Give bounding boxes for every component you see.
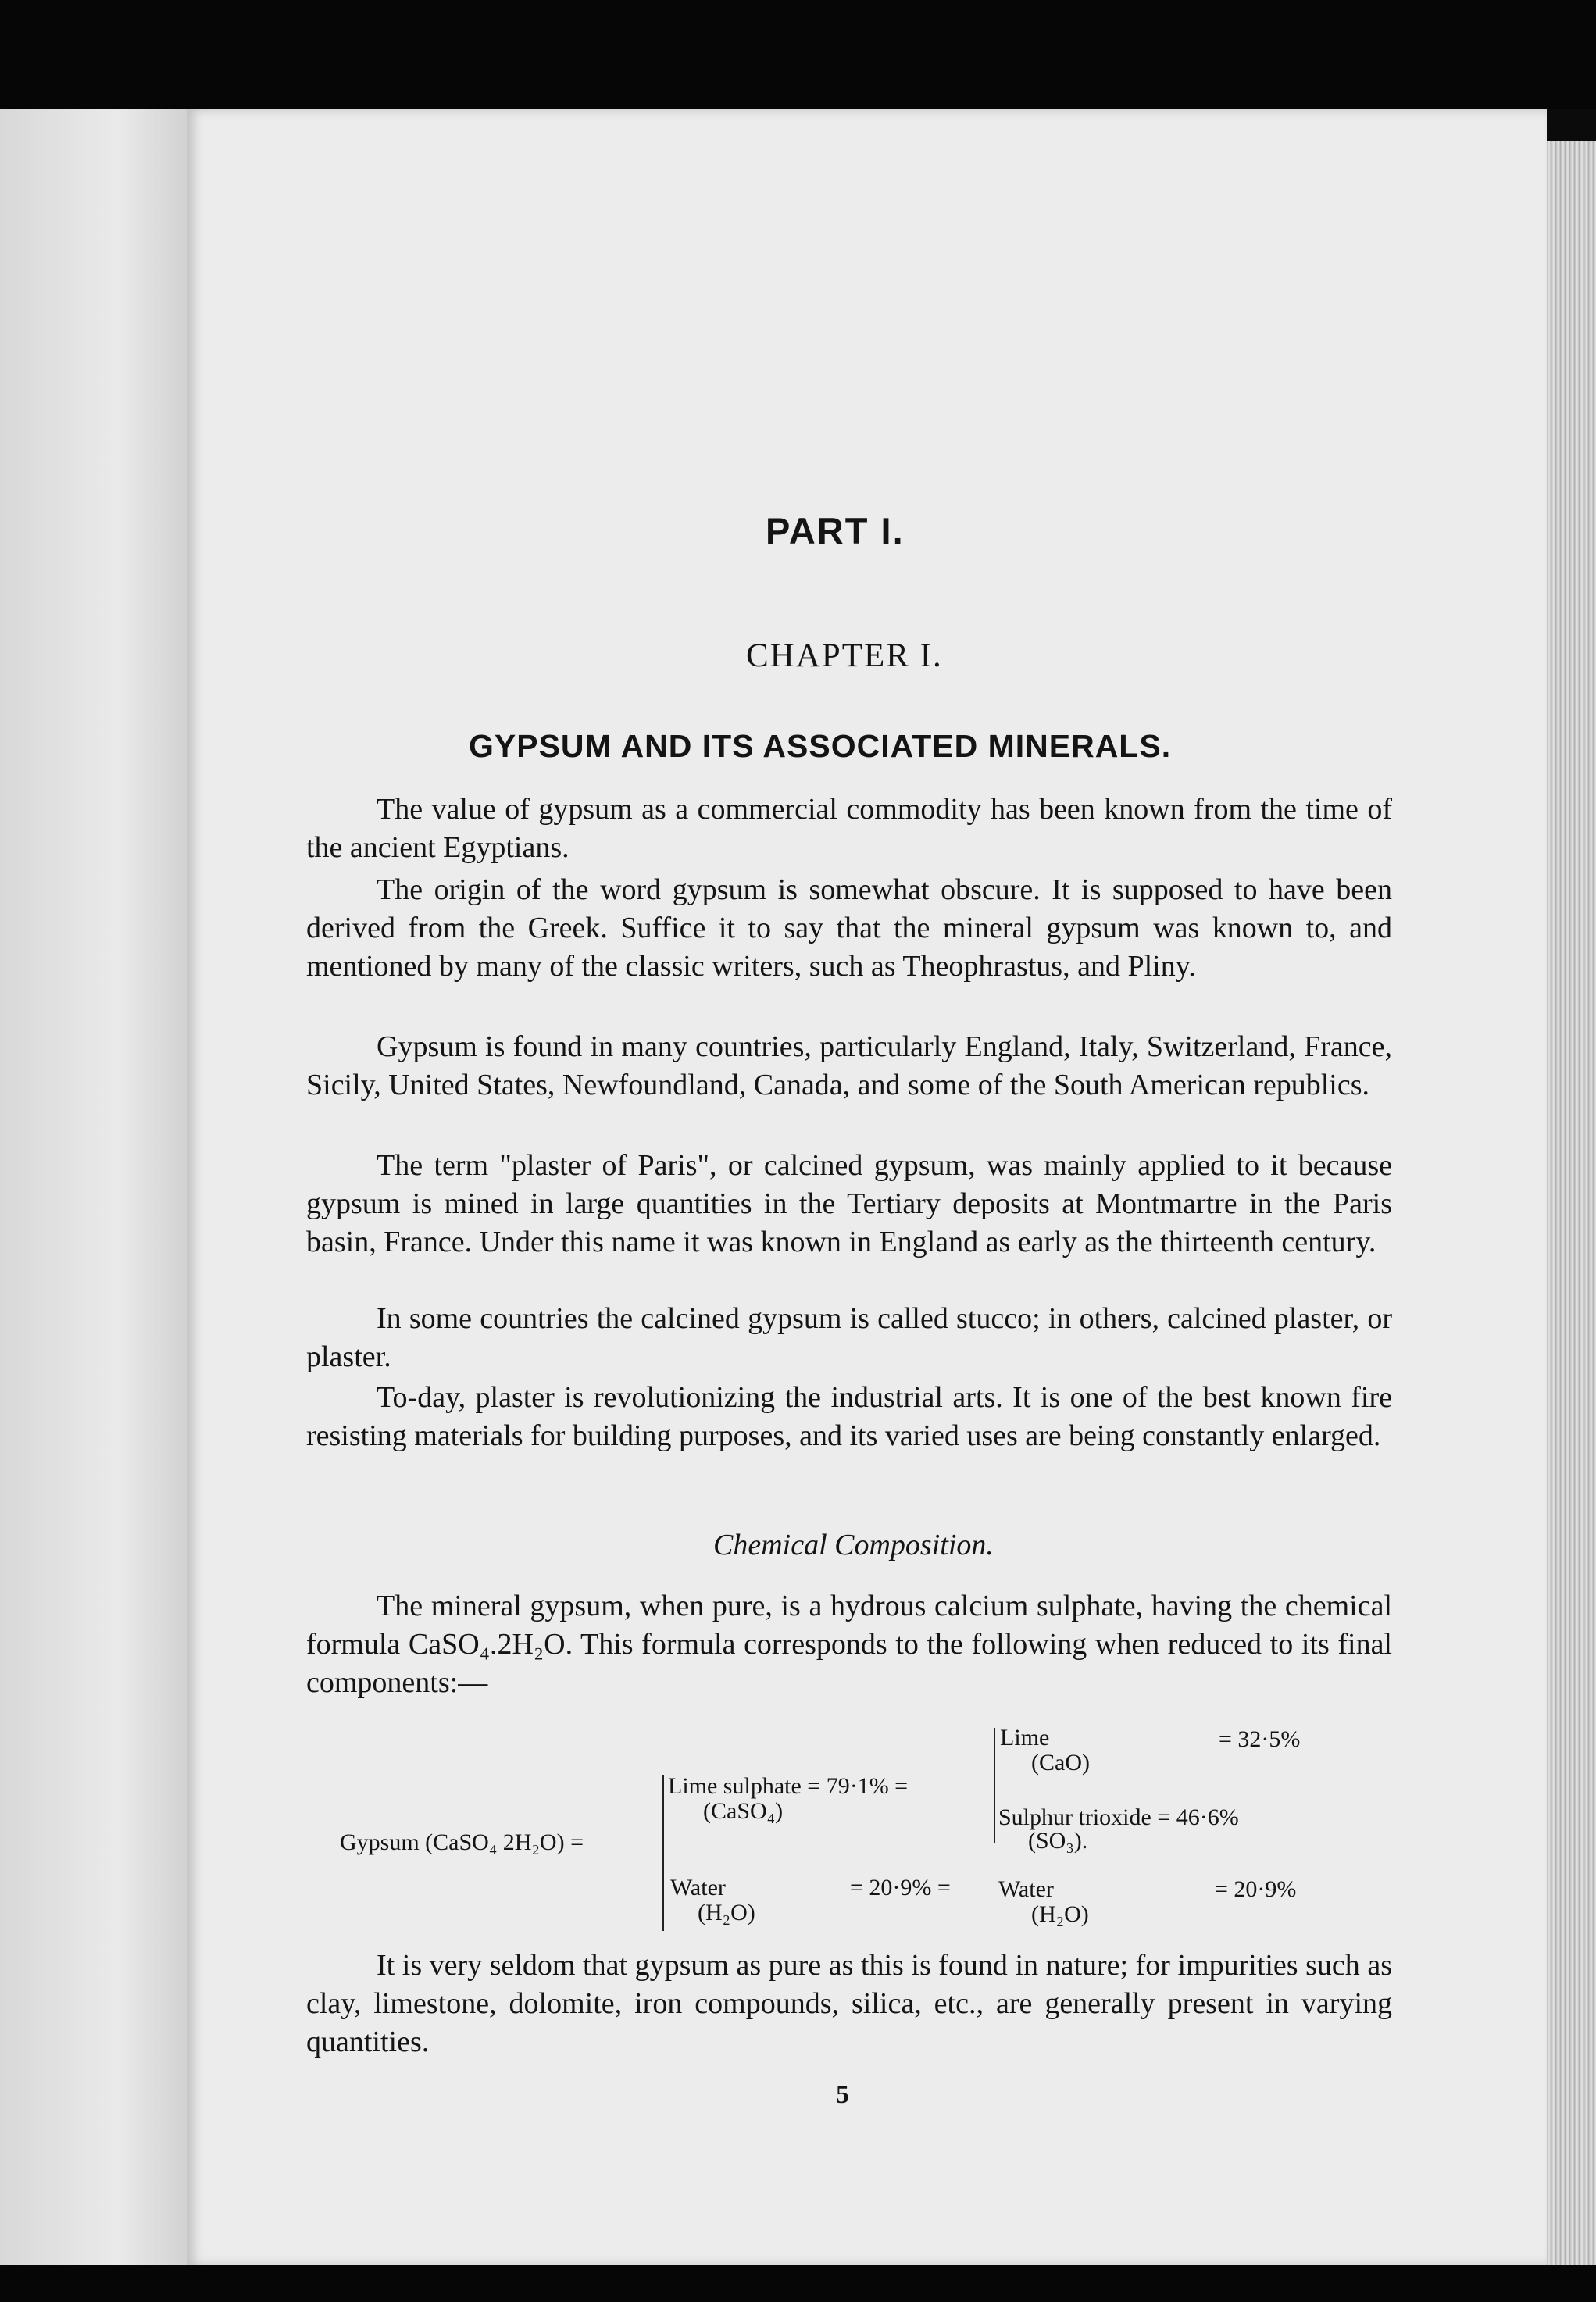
paragraph-2: The origin of the word gypsum is somewhat obscure. It is supposed to have been derived from the Greek. Suffice it to say that the mineral gypsum was known to, and mentioned by many of the classic writers, such as Theophrastus, and Pliny. <box>306 873 1392 983</box>
formula-water-formula: (H₂O) <box>698 1900 755 1925</box>
scan-border-top <box>0 0 1596 109</box>
paragraph-3: Gypsum is found in many countries, particularly England, Italy, Switzerland, France, Sicily, United States, Newfoundland, Canada, and some of the South American republics. <box>306 1030 1392 1101</box>
formula-lime-sulphate-formula: (CaSO₄) <box>703 1798 784 1824</box>
facing-page-edge <box>0 109 195 2265</box>
formula-brace-left <box>662 1775 664 1931</box>
paragraph-1: The value of gypsum as a commercial commodity has been known from the time of the ancient Egyptians. <box>306 793 1392 864</box>
formula-water2-formula: (H₂O) <box>1031 1901 1089 1927</box>
formula-water2-pct: = 20·9% <box>1215 1876 1297 1902</box>
paragraph-4: The term "plaster of Paris", or calcined gypsum, was mainly applied to it because gypsum is mined in large quantities in the Tertiary deposits at Montmartre in the Paris basin, France. Under this name it was known in England as early as the thirteenth century. <box>306 1149 1392 1258</box>
formula-gypsum: Gypsum (CaSO₄ 2H₂O) = <box>340 1829 584 1855</box>
formula-water-pct: = 20·9% = <box>850 1875 951 1900</box>
part-title: PART I. <box>766 510 905 551</box>
page-stack-edge <box>1547 141 1596 2265</box>
page-number: 5 <box>836 2080 849 2109</box>
section-subheading: Chemical Composition. <box>713 1529 994 1561</box>
paragraph-final: It is very seldom that gypsum as pure as this is found in nature; for impurities such as clay, limestone, dolomite, iron compounds, silica, etc., are generally present in varying quantities. <box>306 1949 1392 2058</box>
scan-border-bottom <box>0 2265 1596 2302</box>
formula-brace-right <box>994 1728 995 1843</box>
formula-lime-sulphate: Lime sulphate = 79·1% = <box>668 1773 909 1799</box>
formula-lime: Lime <box>1000 1725 1050 1751</box>
formula-lime-formula: (CaO) <box>1031 1750 1090 1776</box>
formula-water2: Water <box>998 1876 1054 1902</box>
formula-water: Water <box>670 1875 726 1900</box>
paragraph-6: To-day, plaster is revolutionizing the industrial arts. It is one of the best known fire resisting materials for building purposes, and its varied uses are being constantly enlarged. <box>306 1381 1392 1452</box>
formula-sulphur-trioxide: Sulphur trioxide = 46·6% <box>998 1804 1239 1830</box>
formula-sulphur-trioxide-formula: (SO₃). <box>1028 1828 1088 1854</box>
formula-lime-pct: = 32·5% <box>1219 1726 1301 1752</box>
chapter-heading: CHAPTER I. <box>746 637 943 674</box>
chapter-title: GYPSUM AND ITS ASSOCIATED MINERALS. <box>469 728 1172 764</box>
paragraph-5: In some countries the calcined gypsum is called stucco; in others, calcined plaster, or plaster. <box>306 1302 1392 1373</box>
paragraph-composition: The mineral gypsum, when pure, is a hydrous calcium sulphate, having the chemical formula CaSO₄.2H₂O. This formula corresponds to the following when reduced to its final components:— <box>306 1590 1392 1699</box>
